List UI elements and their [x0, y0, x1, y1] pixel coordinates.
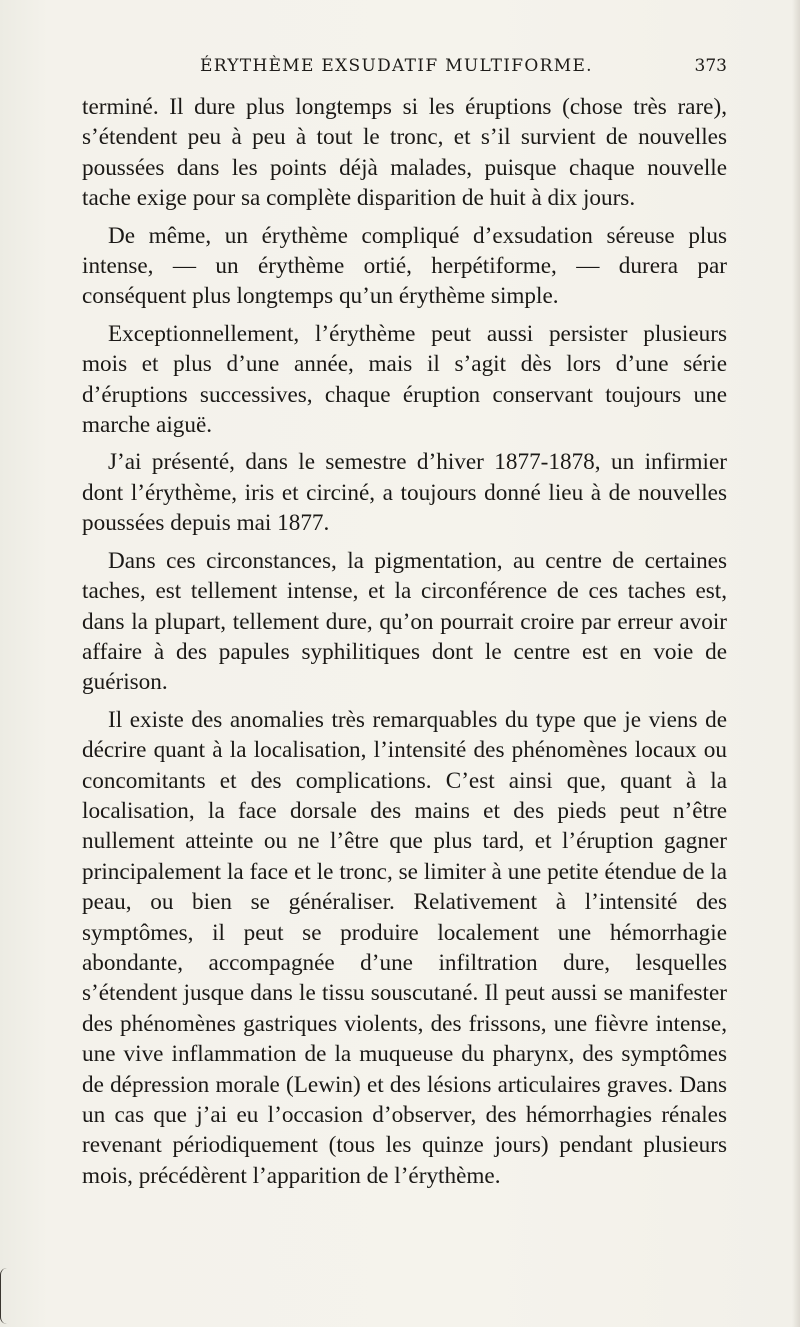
page-edge-shadow	[792, 0, 800, 1327]
paragraph-anomalies: Il existe des anomalies très remarquables du type que je viens de décrire quant à la localisation, l’intensité des phénomènes locaux ou concomitants et des complications. C’est ainsi que, quant à la localisation, la face dorsale des mains et des pieds peut n’être nullement atteinte ou ne l’être que plus tard, et l’éruption gagner principalement la face et le tronc, se limiter à une petite étendue de la peau, ou bien se généraliser. Relativement à l’intensité des symptômes, il peut se produire localement une hémorrhagie abondante, accompagnée d’une infiltration dure, lesquelles s’étendent jusque dans le tissu souscutané. Il peut aussi se manifester des phénomènes gastriques violents, des frissons, une fièvre intense, une vive inflammation de la muqueuse du pharynx, des symptômes de dépression morale (Lewin) et des lésions articulaires graves. Dans un cas que j’ai eu l’occasion d’observer, des hémorrhagies rénales revenant périodiquement (tous les quinze jours) pendant plusieurs mois, précédèrent l’apparition de l’érythème.	[82, 706, 727, 1189]
margin-bracket-mark	[0, 1268, 7, 1324]
paragraph-continuation: terminé. Il dure plus longtemps si les éruptions (chose très rare), s’étendent peu à peu à tout le tronc, et s’il survient de nouvelles poussées dans les points déjà malades, puisque chaque nouvelle tache exige pour sa complète disparition de huit à dix jours.	[82, 94, 727, 212]
paragraph-pigmentation: Dans ces circonstances, la pigmentation, au centre de certaines taches, est tellement intense, et la circonférence de ces taches est, dans la plupart, tellement dure, qu’on pourrait croire par erreur avoir affaire à des papules syphilitiques dont le centre est en voie de guérison.	[82, 547, 727, 696]
page-number: 373	[694, 56, 727, 76]
page-header	[82, 56, 727, 84]
paragraph-exceptionnellement: Exceptionnellement, l’érythème peut aussi persister plusieurs mois et plus d’une année, mais il s’agit dès lors d’une série d’éruptions successives, chaque éruption conservant toujours une marche aiguë.	[82, 320, 727, 439]
paragraph-infirmier: J’ai présenté, dans le semestre d’hiver 1877-1878, un infirmier dont l’érythème, iris et circiné, a toujours donné lieu à de nouvelles poussées depuis mai 1877.	[82, 449, 727, 537]
paragraph-erytheme-complique: De même, un érythème compliqué d’exsudation séreuse plus intense, — un érythème ortié, herpétiforme, — durera par conséquent plus longtemps qu’un érythème simple.	[82, 222, 727, 310]
body-text	[82, 92, 727, 1191]
running-title: ÉRYTHÈME EXSUDATIF MULTIFORME.	[200, 56, 593, 76]
